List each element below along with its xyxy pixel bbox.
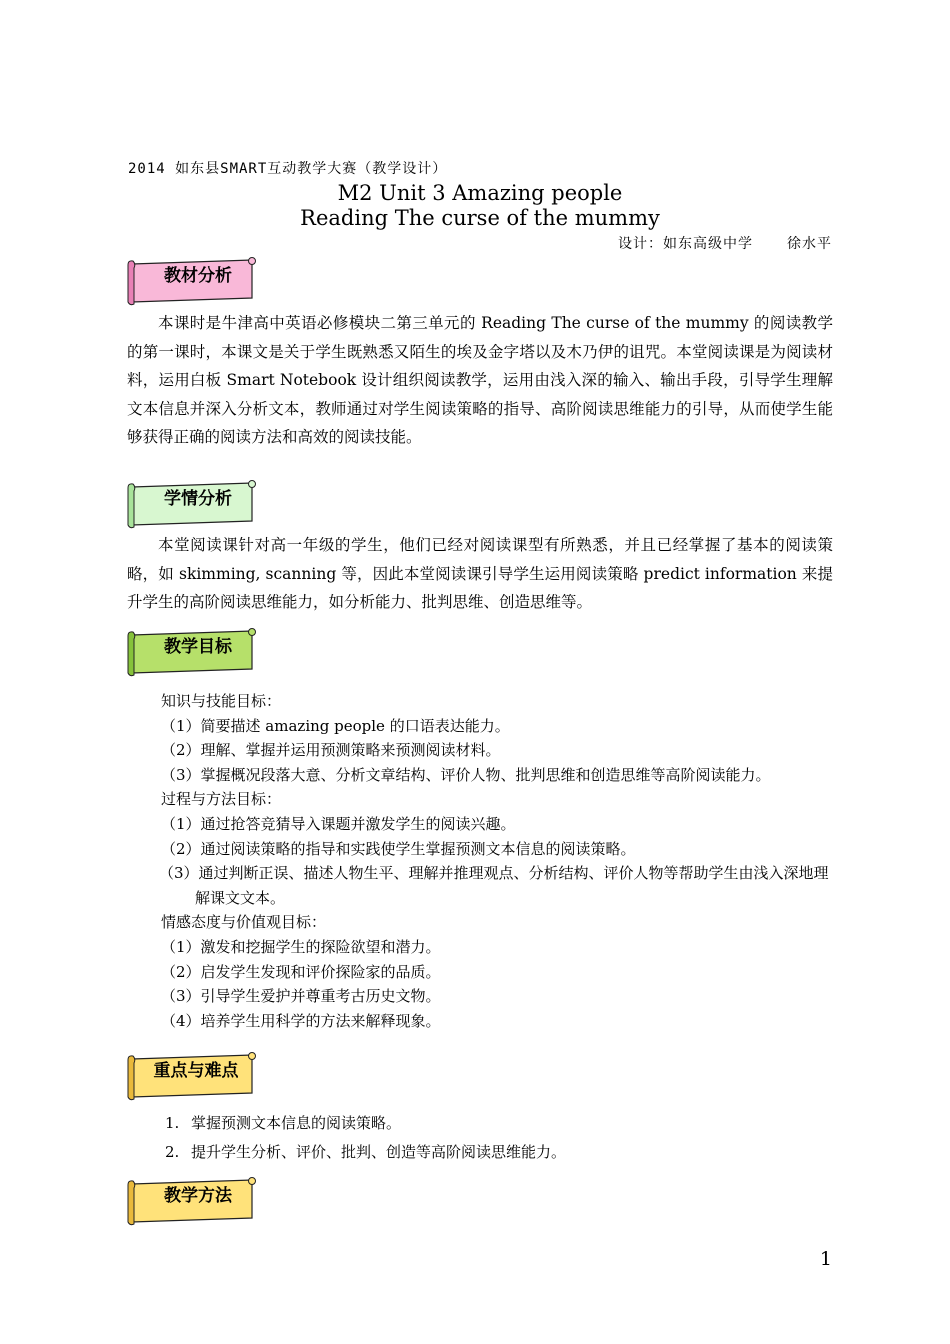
list-item: （2）理解、掌握并运用预测策略来预测阅读材料。 bbox=[161, 741, 501, 760]
item-text: 掌握预测文本信息的阅读策略。 bbox=[191, 1114, 402, 1132]
section-label-students bbox=[126, 479, 258, 525]
list-item: 过程与方法目标： bbox=[161, 790, 282, 809]
item-number: 1. bbox=[165, 1114, 180, 1132]
list-item: （3）掌握概况段落大意、分析文章结构、评价人物、批判思维和创造思维等高阶阅读能力。 bbox=[161, 765, 771, 784]
list-item: （2）通过阅读策略的指导和实践使学生掌握预测文本信息的阅读策略。 bbox=[161, 839, 636, 858]
list-item: （3）通过判断正误、描述人物生平、理解并推理观点、分析结构、评价人物等帮助学生由浅入深地理解课文文本。 bbox=[159, 864, 829, 907]
author-line bbox=[618, 233, 832, 253]
list-item bbox=[165, 1109, 566, 1138]
section-label-materials bbox=[126, 256, 258, 302]
contest-header: 2014 如东县SMART互动教学大赛（教学设计） bbox=[128, 161, 448, 177]
list-item: （1）激发和挖掘学生的探险欲望和潜力。 bbox=[161, 937, 441, 956]
list-item: （4）培养学生用科学的方法来解释现象。 bbox=[161, 1011, 441, 1030]
list-item: 情感态度与价值观目标： bbox=[161, 913, 327, 932]
section-label-objectives bbox=[126, 627, 258, 673]
item-text: 提升学生分析、评价、批判、创造等高阶阅读思维能力。 bbox=[191, 1143, 567, 1161]
section-title: 教学目标 bbox=[164, 637, 232, 657]
key-points-list bbox=[165, 1109, 566, 1167]
page-number: 1 bbox=[819, 1248, 832, 1270]
section-title: 学情分析 bbox=[164, 489, 232, 509]
materials-paragraph: 本课时是牛津高中英语必修模块二第三单元的 Reading The curse of the mummy 的阅读教学的第一课时，本课文是关于学生既熟悉又陌生的埃及金字塔以及木乃伊的诅咒。本堂阅读课是为阅读材料，运用白板 Smart Notebook 设计组织阅读教学，运用由浅入深的输入、输出手段，引导学生理解文本信息并深入分析文本，教师通过对学生阅读策略的指导、高阶阅读思维能力的引导，从而使学生能够获得正确的阅读方法和高效的阅读技能。 bbox=[127, 314, 833, 446]
students-paragraph: 本堂阅读课针对高一年级的学生，他们已经对阅读课型有所熟悉，并且已经掌握了基本的阅读策略，如 skimming, scanning 等，因此本堂阅读课引导学生运用阅读策略 predict information 来提升学生的高阶阅读思维能力，如分析能力、批判思维、创造思维等。 bbox=[127, 536, 833, 611]
section-label-key-points bbox=[126, 1051, 258, 1097]
document-subtitle: Reading The curse of the mummy bbox=[300, 206, 660, 230]
list-item bbox=[165, 1138, 566, 1167]
list-item: （3）引导学生爱护并尊重考古历史文物。 bbox=[161, 987, 441, 1006]
list-item: （2）启发学生发现和评价探险家的品质。 bbox=[161, 962, 441, 981]
section-title: 教材分析 bbox=[164, 266, 232, 286]
section-title: 重点与难点 bbox=[153, 1061, 239, 1081]
document-title: M2 Unit 3 Amazing people bbox=[337, 181, 623, 205]
section-title: 教学方法 bbox=[164, 1186, 232, 1206]
list-item: （1）简要描述 amazing people 的口语表达能力。 bbox=[161, 716, 510, 735]
item-number: 2. bbox=[165, 1143, 180, 1161]
list-item: 知识与技能目标： bbox=[161, 692, 282, 710]
list-item: （1）通过抢答竞猜导入课题并激发学生的阅读兴趣。 bbox=[161, 814, 516, 833]
author-label: 设计：如东高级中学 bbox=[618, 236, 753, 252]
section-label-methods bbox=[126, 1176, 258, 1222]
author-name: 徐水平 bbox=[787, 236, 832, 252]
objectives-list bbox=[161, 689, 833, 1033]
